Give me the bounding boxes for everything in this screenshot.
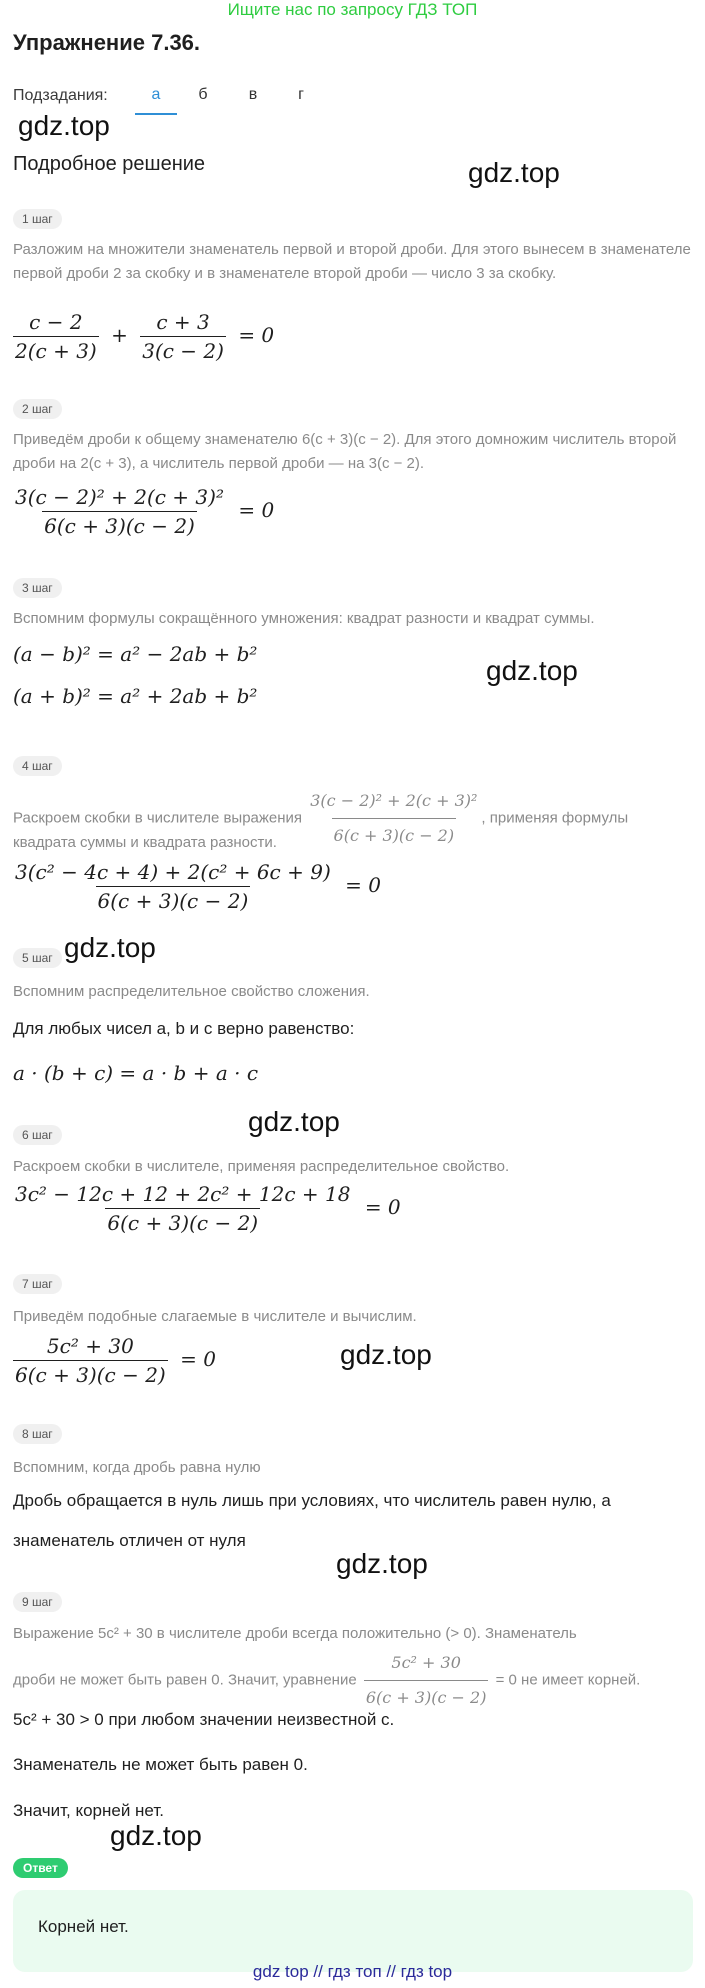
watermark: gdz.top xyxy=(110,1820,202,1851)
step-description: Приведём подобные слагаемые в числителе и вычислим. xyxy=(13,1308,417,1325)
description-text: Раскроем скобки в числителе выражения xyxy=(13,809,303,827)
step-formula xyxy=(13,860,381,913)
step-description: Разложим на множители знаменатель первой и второй дроби. Для этого вынесем в знаменателе первой дроби 2 за скобку и в знаменателе второй дроби — число 3 за скобку. xyxy=(13,241,691,282)
fraction-numerator: 3(c² − 4c + 4) + 2(c² + 6c + 9) xyxy=(15,860,331,884)
fraction-denominator: 6(c + 3)(c − 2) xyxy=(105,1208,260,1235)
tab-g[interactable]: г xyxy=(298,86,304,103)
active-tab-indicator xyxy=(135,113,177,115)
distributive-formula: a · (b + c) = a · b + a · c xyxy=(13,1061,259,1085)
fraction-numerator: 3(c − 2)² + 2(c + 3)² xyxy=(310,791,478,810)
step-description: Вспомним, когда дробь равна нулю xyxy=(13,1459,261,1476)
fraction-denominator: 6(c + 3)(c − 2) xyxy=(42,511,197,538)
fraction-denominator: 6(c + 3)(c − 2) xyxy=(96,886,251,913)
fraction-numerator: c − 2 xyxy=(29,310,83,334)
top-banner[interactable]: Ищите нас по запросу ГДЗ ТОП xyxy=(227,0,478,19)
body-text: Для любых чисел a, b и c верно равенство: xyxy=(13,1019,355,1038)
step-description: Вспомним распределительное свойство сложения. xyxy=(13,983,370,1000)
step-badge: 3 шаг xyxy=(13,578,62,598)
step-formula xyxy=(13,1334,216,1387)
fraction-numerator: 3c² − 12c + 12 + 2c² + 12c + 18 xyxy=(15,1182,351,1206)
step-formula xyxy=(13,485,274,538)
tab-v[interactable]: в xyxy=(248,86,258,103)
tab-a[interactable]: а xyxy=(151,86,161,103)
step-description: квадрата суммы и квадрата разности. xyxy=(13,834,277,851)
body-text: Знаменатель не может быть равен 0. xyxy=(13,1755,308,1774)
fraction-numerator: 5c² + 30 xyxy=(391,1653,461,1672)
watermark: gdz.top xyxy=(468,157,560,188)
fraction-denominator: 3(c − 2) xyxy=(140,336,226,363)
description-text: = 0 не имеет корней. xyxy=(495,1671,641,1689)
fraction-denominator: 6(c + 3)(c − 2) xyxy=(13,1360,168,1387)
page-title: Упражнение 7.36. xyxy=(13,30,201,55)
step-description: Вспомним формулы сокращённого умножения: квадрат разности и квадрат суммы. xyxy=(13,610,595,627)
step-badge: 7 шаг xyxy=(13,1274,62,1294)
watermark: gdz.top xyxy=(64,932,156,963)
equation-rhs: = 0 xyxy=(180,1347,216,1371)
fraction-denominator: 6(c + 3)(c − 2) xyxy=(332,818,457,851)
step-formula xyxy=(13,1182,401,1235)
answer-badge: Ответ xyxy=(13,1858,68,1878)
fraction-numerator: 5c² + 30 xyxy=(46,1334,134,1358)
fraction-denominator: 2(c + 3) xyxy=(13,336,99,363)
fraction-denominator: 6(c + 3)(c − 2) xyxy=(364,1680,489,1713)
description-text: , применяя формулы xyxy=(481,809,629,827)
description-text: дроби не может быть равен 0. Значит, уравнение xyxy=(13,1671,357,1689)
footer-links[interactable]: gdz top // гдз топ // гдз top xyxy=(252,1962,453,1981)
step-formula xyxy=(13,310,274,363)
equation-rhs: = 0 xyxy=(238,498,275,522)
step-badge: 4 шаг xyxy=(13,756,62,776)
subtasks-label: Подзадания: xyxy=(13,87,108,104)
square-sum-formula: (a + b)² = a² + 2ab + b² xyxy=(13,684,258,708)
step-description: Раскроем скобки в числителе, применяя распределительное свойство. xyxy=(13,1158,510,1175)
watermark: gdz.top xyxy=(248,1106,340,1137)
watermark: gdz.top xyxy=(486,655,578,686)
operator: + xyxy=(111,323,128,347)
equation-rhs: = 0 xyxy=(238,323,275,347)
section-title: Подробное решение xyxy=(13,153,206,175)
watermark: gdz.top xyxy=(336,1548,428,1579)
step-badge: 6 шаг xyxy=(13,1125,62,1145)
step-badge: 2 шаг xyxy=(13,399,62,419)
step-badge: 8 шаг xyxy=(13,1424,62,1444)
watermark: gdz.top xyxy=(18,110,110,141)
answer-text: Корней нет. xyxy=(38,1917,129,1936)
step-badge: 5 шаг xyxy=(13,948,62,968)
body-text: Значит, корней нет. xyxy=(13,1801,164,1820)
fraction-numerator: c + 3 xyxy=(156,310,210,334)
step-badge: 9 шаг xyxy=(13,1592,62,1612)
fraction-numerator: 3(c − 2)² + 2(c + 3)² xyxy=(15,485,224,509)
step-description xyxy=(13,1648,693,1713)
step-description: Выражение 5c² + 30 в числителе дроби всегда положительно (> 0). Знаменатель xyxy=(13,1625,577,1642)
equation-rhs: = 0 xyxy=(364,1195,401,1219)
step-description: Приведём дроби к общему знаменателю 6(c + 3)(c − 2). Для этого домножим числитель второй дроби на 2(c + 3), а числитель первой дроби — на 3(c − 2). xyxy=(13,431,677,472)
equation-rhs: = 0 xyxy=(345,873,381,897)
square-difference-formula: (a − b)² = a² − 2ab + b² xyxy=(13,642,258,666)
step-badge: 1 шаг xyxy=(13,209,62,229)
body-text: знаменатель отличен от нуля xyxy=(13,1531,246,1550)
body-text: Дробь обращается в нуль лишь при условиях, что числитель равен нулю, а xyxy=(13,1491,611,1510)
watermark: gdz.top xyxy=(340,1339,432,1370)
body-text: 5c² + 30 > 0 при любом значении неизвестной c. xyxy=(13,1710,395,1729)
tab-b[interactable]: б xyxy=(198,86,208,103)
